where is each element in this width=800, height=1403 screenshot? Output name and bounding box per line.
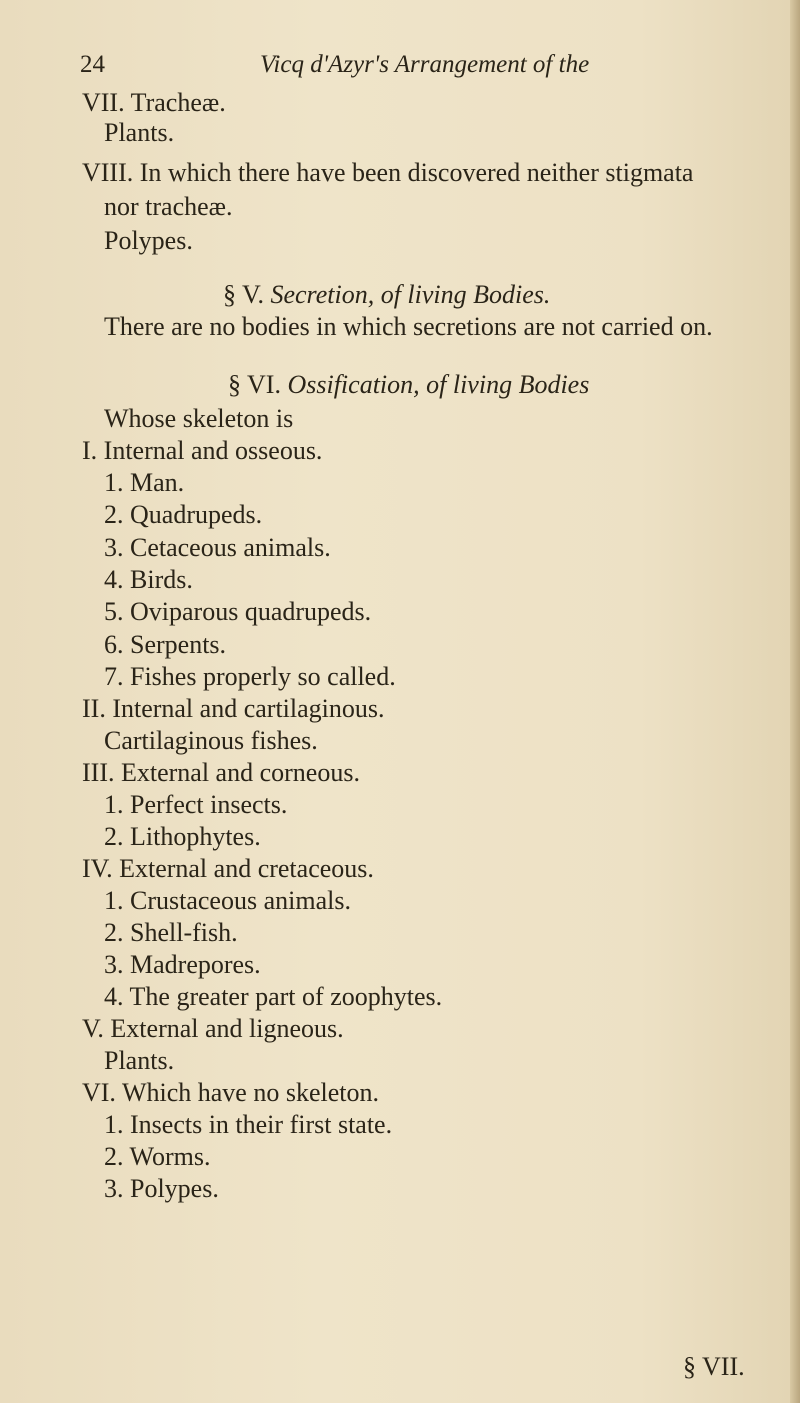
catchword: § VII. — [683, 1352, 745, 1381]
section-title: Ossification, of living Bodies — [287, 370, 590, 399]
section-number: § V. — [223, 280, 264, 309]
section-heading — [228, 370, 589, 400]
text-line: VII. Tracheæ. — [82, 88, 226, 117]
text-line: 3. Madrepores. — [104, 950, 261, 979]
text-line: II. Internal and cartilaginous. — [82, 694, 385, 723]
text-line: V. External and ligneous. — [82, 1014, 344, 1043]
text-line: VI. Which have no skeleton. — [82, 1078, 379, 1107]
text-line: Cartilaginous fishes. — [104, 726, 318, 755]
text-line: 1. Insects in their first state. — [104, 1110, 393, 1139]
text-line: 1. Perfect insects. — [104, 790, 288, 819]
text-line: I. Internal and osseous. — [82, 436, 323, 465]
running-title: Vicq d'Azyr's Arrangement of the — [260, 51, 590, 78]
text-line: 6. Serpents. — [104, 630, 227, 659]
text-line: VIII. In which there have been discovered neither stigmata — [82, 158, 694, 187]
text-line: 2. Worms. — [104, 1142, 211, 1171]
text-line: 4. Birds. — [104, 565, 193, 594]
text-line: 3. Cetaceous animals. — [104, 533, 331, 562]
text-line: Whose skeleton is — [104, 404, 294, 433]
page-edge — [790, 0, 800, 1403]
text-line: 4. The greater part of zoophytes. — [104, 982, 443, 1011]
text-line: 3. Polypes. — [104, 1174, 219, 1203]
text-line: III. External and corneous. — [82, 758, 360, 787]
text-line: Plants. — [104, 118, 175, 147]
section-heading — [223, 280, 550, 310]
text-line: IV. External and cretaceous. — [82, 854, 374, 883]
page-number: 24 — [80, 51, 105, 78]
text-line: There are no bodies in which secretions are not carried on. — [104, 312, 713, 341]
section-title: Secretion, of living Bodies. — [270, 280, 551, 309]
text-line: 1. Crustaceous animals. — [104, 886, 351, 915]
text-line: 5. Oviparous quadrupeds. — [104, 597, 372, 626]
text-line: Polypes. — [104, 226, 193, 255]
section-number: § VI. — [228, 370, 281, 399]
text-line: 7. Fishes properly so called. — [104, 662, 396, 691]
text-line: 1. Man. — [104, 468, 185, 497]
text-line: nor tracheæ. — [104, 192, 233, 221]
text-line: 2. Quadrupeds. — [104, 500, 263, 529]
text-line: 2. Shell-fish. — [104, 918, 238, 947]
text-line: Plants. — [104, 1046, 175, 1075]
text-line: 2. Lithophytes. — [104, 822, 261, 851]
